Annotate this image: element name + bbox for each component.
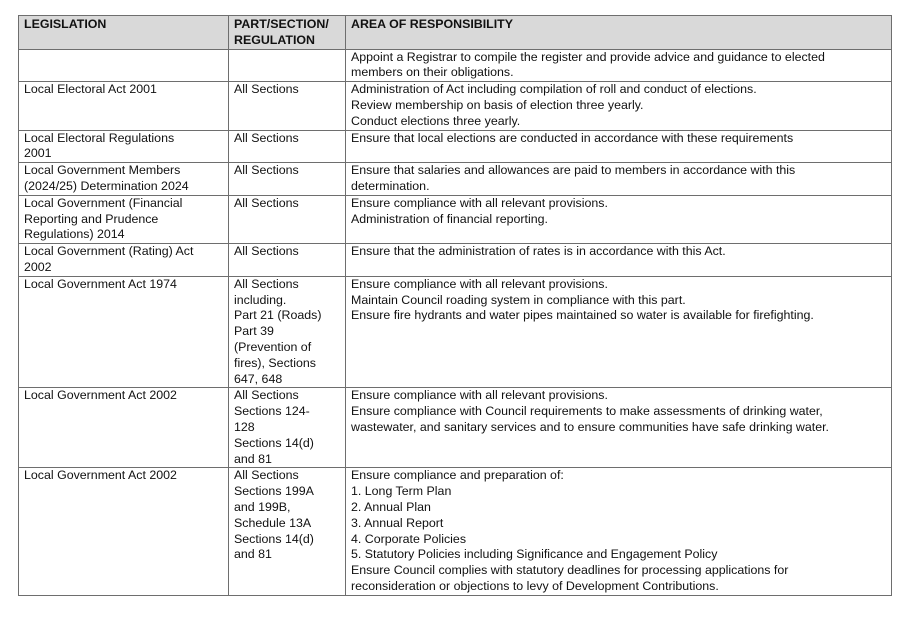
cell-line: 3. Annual Report (351, 515, 444, 530)
legislation-cell (19, 244, 229, 277)
cell-line: 2. Annual Plan (351, 499, 431, 514)
cell-line: Ensure that salaries and allowances are paid to members in accordance with this (351, 163, 796, 178)
cell-line: fires), Sections (234, 355, 316, 370)
cell-line: Appoint a Registrar to compile the register and provide advice and guidance to elected (351, 49, 825, 64)
cell-line: Ensure compliance and preparation of: (351, 468, 564, 483)
table-row (19, 130, 892, 163)
cell-line: All Sections (234, 195, 299, 210)
cell-line: (2024/25) Determination 2024 (24, 178, 189, 193)
responsibility-cell (346, 244, 892, 277)
responsibility-cell (346, 130, 892, 163)
cell-line: Local Government (Financial (24, 195, 183, 210)
legislation-cell (19, 82, 229, 130)
cell-line: Administration of financial reporting. (351, 211, 548, 226)
table-row (19, 244, 892, 277)
cell-line: Local Government Members (24, 163, 181, 178)
cell-line: PART/SECTION/ (234, 17, 329, 31)
cell-line: Sections 124- (234, 404, 310, 419)
cell-line: Sections 14(d) (234, 531, 314, 546)
cell-line: Local Government Act 1974 (24, 276, 177, 291)
cell-line: 128 (234, 419, 255, 434)
cell-line: All Sections (234, 130, 299, 145)
cell-line: Local Government Act 2002 (24, 388, 177, 403)
legislation-cell (19, 130, 229, 163)
cell-line: members on their obligations. (351, 65, 514, 80)
responsibility-cell (346, 468, 892, 595)
cell-line: All Sections (234, 244, 299, 259)
part-section-cell (229, 49, 346, 82)
cell-line: Conduct elections three yearly. (351, 113, 521, 128)
part-section-cell (229, 195, 346, 243)
cell-line: Ensure fire hydrants and water pipes maintained so water is available for firefighting. (351, 308, 814, 323)
cell-line: wastewater, and sanitary services and to ensure communities have safe drinking water. (351, 419, 829, 434)
cell-line: Ensure Council complies with statutory deadlines for processing applications for (351, 563, 789, 578)
legislation-cell (19, 49, 229, 82)
cell-line: Sections 199A (234, 484, 314, 499)
cell-line: Review membership on basis of election three yearly. (351, 97, 644, 112)
cell-line: AREA OF RESPONSIBILITY (351, 17, 514, 31)
table-row (19, 468, 892, 595)
responsibility-cell (346, 49, 892, 82)
cell-line: Local Government Act 2002 (24, 468, 177, 483)
cell-line: 1. Long Term Plan (351, 484, 452, 499)
responsibility-cell (346, 163, 892, 196)
cell-line: Administration of Act including compilation of roll and conduct of elections. (351, 82, 757, 97)
cell-line: Local Electoral Act 2001 (24, 82, 157, 97)
header-area-of-responsibility (346, 16, 892, 50)
cell-line: Ensure that the administration of rates is in accordance with this Act. (351, 244, 726, 259)
cell-line: Sections 14(d) (234, 435, 314, 450)
part-section-cell (229, 468, 346, 595)
header-part-section-regulation (229, 16, 346, 50)
table-row (19, 276, 892, 388)
cell-line: All Sections (234, 163, 299, 178)
responsibility-cell (346, 195, 892, 243)
part-section-cell (229, 244, 346, 277)
cell-line: LEGISLATION (24, 17, 107, 31)
cell-line: 5. Statutory Policies including Significance and Engagement Policy (351, 547, 718, 562)
cell-line: Local Government (Rating) Act (24, 244, 194, 259)
cell-line: 4. Corporate Policies (351, 531, 467, 546)
cell-line: reconsideration or objections to levy of Development Contributions. (351, 578, 719, 593)
cell-line: Part 21 (Roads) (234, 308, 322, 323)
legislation-cell (19, 195, 229, 243)
cell-line: Ensure compliance with all relevant provisions. (351, 276, 608, 291)
responsibility-cell (346, 82, 892, 130)
part-section-cell (229, 163, 346, 196)
table-row (19, 163, 892, 196)
cell-line: and 81 (234, 451, 272, 466)
cell-line: 2002 (24, 259, 52, 274)
cell-line: and 81 (234, 547, 272, 562)
table-row (19, 388, 892, 468)
header-row (19, 16, 892, 50)
legislation-cell (19, 388, 229, 468)
part-section-cell (229, 130, 346, 163)
legislation-cell (19, 163, 229, 196)
cell-line: All Sections (234, 276, 299, 291)
part-section-cell (229, 276, 346, 388)
cell-line: Maintain Council roading system in compliance with this part. (351, 292, 686, 307)
cell-line: Local Electoral Regulations (24, 130, 175, 145)
table-row (19, 82, 892, 130)
legislation-cell (19, 468, 229, 595)
cell-line: determination. (351, 178, 430, 193)
responsibility-cell (346, 388, 892, 468)
cell-line: including. (234, 292, 287, 307)
cell-line: 647, 648 (234, 371, 283, 386)
cell-line: REGULATION (234, 32, 315, 47)
cell-line: Ensure that local elections are conducted in accordance with these requirements (351, 130, 794, 145)
cell-line: Ensure compliance with all relevant provisions. (351, 195, 608, 210)
header-legislation (19, 16, 229, 50)
part-section-cell (229, 388, 346, 468)
table-row (19, 49, 892, 82)
responsibility-cell (346, 276, 892, 388)
cell-line: Regulations) 2014 (24, 227, 125, 242)
cell-line: (Prevention of (234, 339, 312, 354)
cell-line: All Sections (234, 82, 299, 97)
part-section-cell (229, 82, 346, 130)
cell-line: Ensure compliance with all relevant provisions. (351, 388, 608, 403)
cell-line: Part 39 (234, 324, 274, 339)
legislation-cell (19, 276, 229, 388)
cell-line: and 199B, (234, 499, 291, 514)
cell-line: All Sections (234, 388, 299, 403)
table-row (19, 195, 892, 243)
cell-line: Schedule 13A (234, 515, 312, 530)
cell-line: Ensure compliance with Council requirements to make assessments of drinking water, (351, 404, 823, 419)
legislation-table (18, 15, 892, 596)
cell-line: Reporting and Prudence (24, 211, 159, 226)
table-body (19, 49, 892, 595)
cell-line: All Sections (234, 468, 299, 483)
cell-line: 2001 (24, 146, 52, 161)
